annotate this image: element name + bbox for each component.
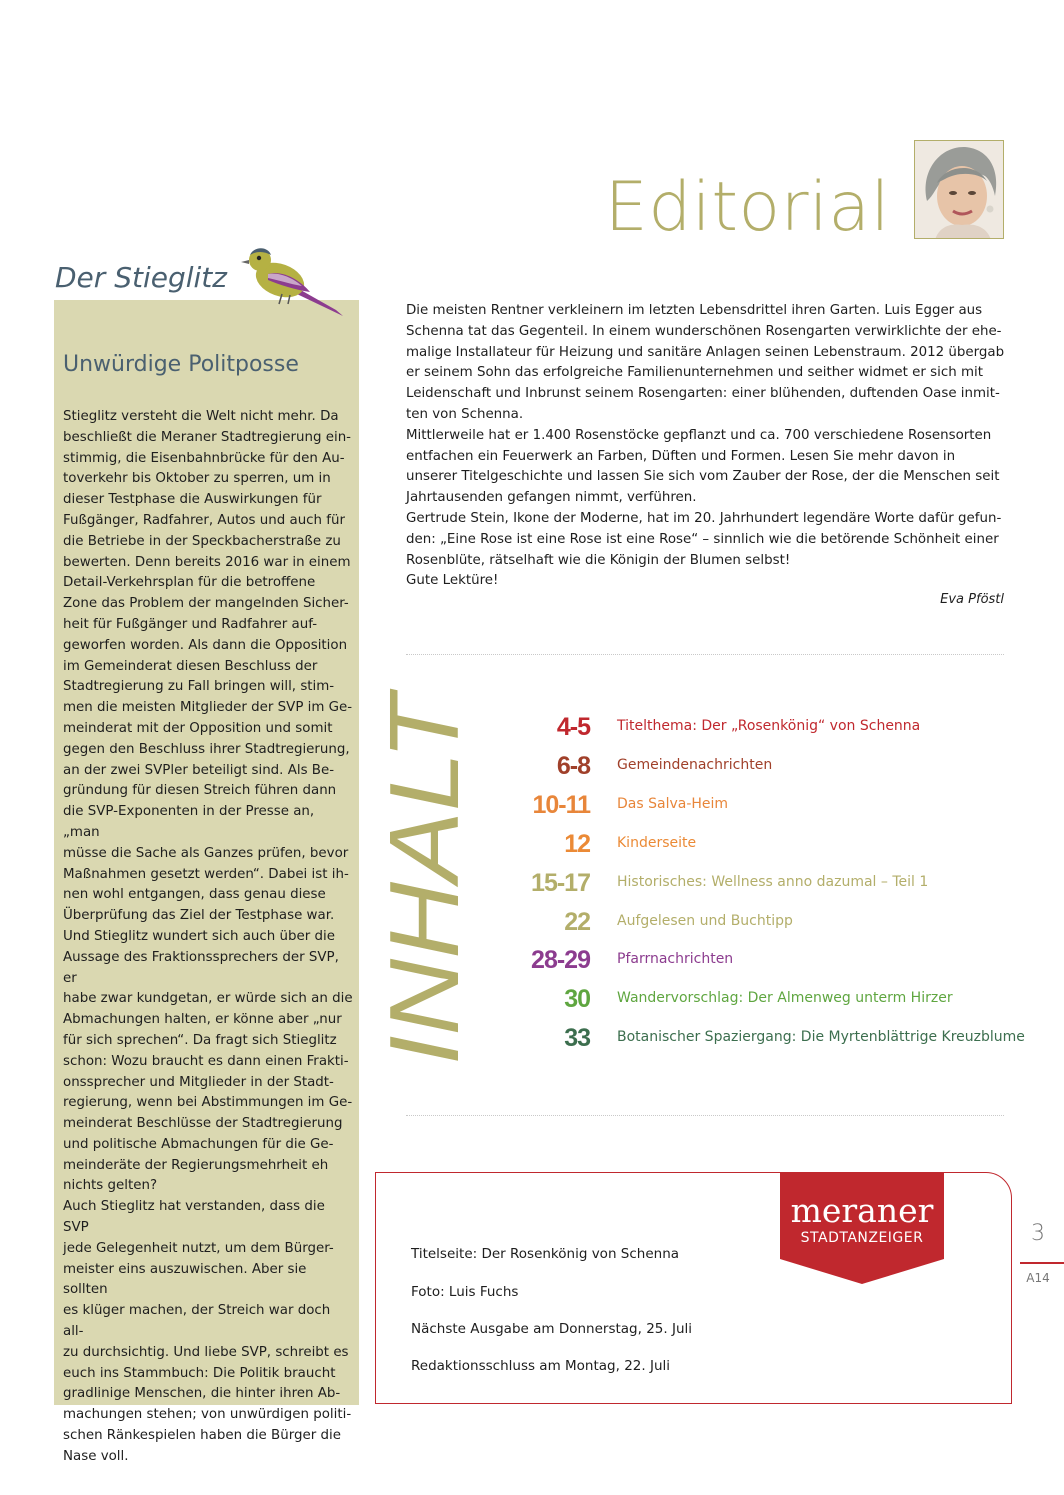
toc-entry-label: Aufgelesen und Buchtipp: [617, 912, 793, 929]
svg-text:STADTANZEIGER: STADTANZEIGER: [800, 1230, 924, 1246]
divider: [406, 654, 1004, 655]
svg-text:INHALT: INHALT: [380, 723, 479, 1065]
stieglitz-title: Unwürdige Politposse: [63, 352, 299, 377]
svg-text:meraner: meraner: [790, 1191, 934, 1230]
toc-page-range: 28-29: [531, 946, 590, 975]
photo-credit-line: Foto: Luis Fuchs: [411, 1284, 519, 1300]
toc-page-range: 33: [564, 1024, 590, 1053]
toc-entry-label: Botanischer Spaziergang: Die Myrtenblättrige Kreuzblume: [617, 1029, 1025, 1046]
toc-page-range: 22: [564, 907, 590, 936]
cover-title-line: Titelseite: Der Rosenkönig von Schenna: [411, 1246, 680, 1262]
editorial-title: Editorial: [604, 168, 890, 247]
author-portrait: [914, 140, 1004, 239]
page-number: 3: [1031, 1221, 1045, 1246]
toc-entry-label: Das Salva-Heim: [617, 795, 729, 812]
toc-entry-label: Wandervorschlag: Der Almenweg unterm Hirzer: [617, 990, 953, 1007]
toc-page-range: 30: [564, 985, 590, 1014]
editorial-body: Die meisten Rentner verkleinern im letzten Lebensdrittel ihren Garten. Luis Egger aus Schenna tat das Gegenteil. In einem wunderschönen Rosengarten verwirklichte der ehe- malige Installateur für Heizung und sanitäre Anlagen seinen Lebenstraum. 2012 übergab er seinem Sohn das erfolgreiche Familienunternehmen und seither widmet er sich mit Leidenschaft und Inbrunst seinem Rosengarten: einer blühenden, duftenden Oase inmit- ten von Schenna. Mittlerweile hat er 1.400 Rosenstöcke gepflanzt und ca. 700 verschiedene Rosensorten entfachen ein Feuerwerk an Farben, Düften und Formen. Lesen Sie mehr davon in unserer Titelgeschichte und lassen Sie sich vom Zauber der Rose, der die Menschen seit Jahrtausenden gefangen nimmt, verführen. Gertrude Stein, Ikone der Moderne, hat im 20. Jahrhundert legendäre Worte dafür gefun- den: „Eine Rose ist eine Rose ist eine Rose“ – sinnlich wie die betörende Schönheit einer Rosenblüte, rätselhaft wie die Königin der Blumen selbst! Gute Lektüre!: [406, 303, 1005, 589]
next-issue-line: Nächste Ausgabe am Donnerstag, 25. Juli: [411, 1321, 692, 1337]
toc-entry-label: Historisches: Wellness anno dazumal – Teil 1: [617, 873, 929, 890]
toc-entry-label: Pfarrnachrichten: [617, 951, 734, 968]
divider: [406, 1115, 1004, 1116]
toc-entry-label: Kinderseite: [617, 834, 697, 851]
toc-page-range: 4-5: [556, 713, 590, 741]
deadline-line: Redaktionsschluss am Montag, 22. Juli: [411, 1358, 671, 1374]
portrait-image: [915, 141, 1004, 239]
stieglitz-heading: Der Stieglitz: [55, 261, 227, 294]
page-code: A14: [1026, 1271, 1050, 1285]
meraner-stadtanzeiger-logo: [780, 1172, 944, 1284]
toc-entry-label: Gemeindenachrichten: [617, 756, 773, 773]
toc-page-range: 10-11: [532, 790, 590, 819]
toc-entry-label: Titelthema: Der „Rosenkönig“ von Schenna: [617, 718, 921, 734]
stieglitz-body: Stieglitz versteht die Welt nicht mehr. Da beschließt die Meraner Stadtregierung ein- stimmig, die Eisenbahnbrücke für den Au- toverkehr bis Oktober zu sperren, um in dieser Testphase die Auswirkungen für Fußgänger, Radfahrer, Autos und auch für die Betriebe in der Speckbacherstraße zu bewerten. Denn bereits 2016 war in einem Detail-Verkehrsplan für die betroffene Zone das Problem der mangelnden Sicher- heit für Fußgänger und Radfahrer auf- geworfen worden. Als dann die Opposition im Gemeinderat diesen Beschluss der Stadtregierung zu Fall bringen will, stim- men die meisten Mitglieder der SVP im Ge- meinderat mit der Opposition und somit gegen den Beschluss ihrer Stadtregierung, an der zwei SVPler beteiligt sind. Als Be- gründung für diesen Streich führen dann die SVP-Exponenten in der Presse an, „man müsse die Sache als Ganzes prüfen, bevor Maßnahmen gesetzt werden“. Dabei ist ih- nen wohl entgangen, dass genau diese Überprüfung das Ziel der Testphase war. Und Stieglitz wundert sich auch über die Aussage des Fraktionssprechers der SVP, er habe zwar kundgetan, er würde sich an die Abmachungen halten, er könne aber „nur für sich sprechen“. Da fragt sich Stieglitz schon: Wozu braucht es dann einen Frakti- onssprecher und Mitglieder in der Stadt- regierung, wenn bei Abstimmungen im Ge- meinderat Beschlüsse der Stadtregierung und politische Abmachungen für die Ge- meinderäte der Regierungsmehrheit eh nichts gelten? Auch Stieglitz hat verstanden, dass die SVP jede Gelegenheit nutzt, um dem Bürger- meister eins auszuwischen. Aber sie sollten es klüger machen, der Streich war doch all- zu durchsichtig. Und liebe SVP, schreibt es euch ins Stammbuch: Die Politik braucht gradlinige Menschen, die hinter ihren Ab- machungen stehen; von unwürdigen politi- schen Ränkespielen haben die Bürger die Nase voll.: [63, 409, 353, 1464]
editorial-author: Eva Pföstl: [940, 592, 1004, 607]
page-number-rule: [1020, 1262, 1064, 1264]
inhalt-heading: [380, 680, 490, 1070]
toc-page-range: 6-8: [556, 751, 590, 780]
goldfinch-icon: [238, 240, 348, 320]
toc-page-range: 15-17: [531, 868, 590, 897]
toc-page-range: 12: [564, 829, 590, 858]
